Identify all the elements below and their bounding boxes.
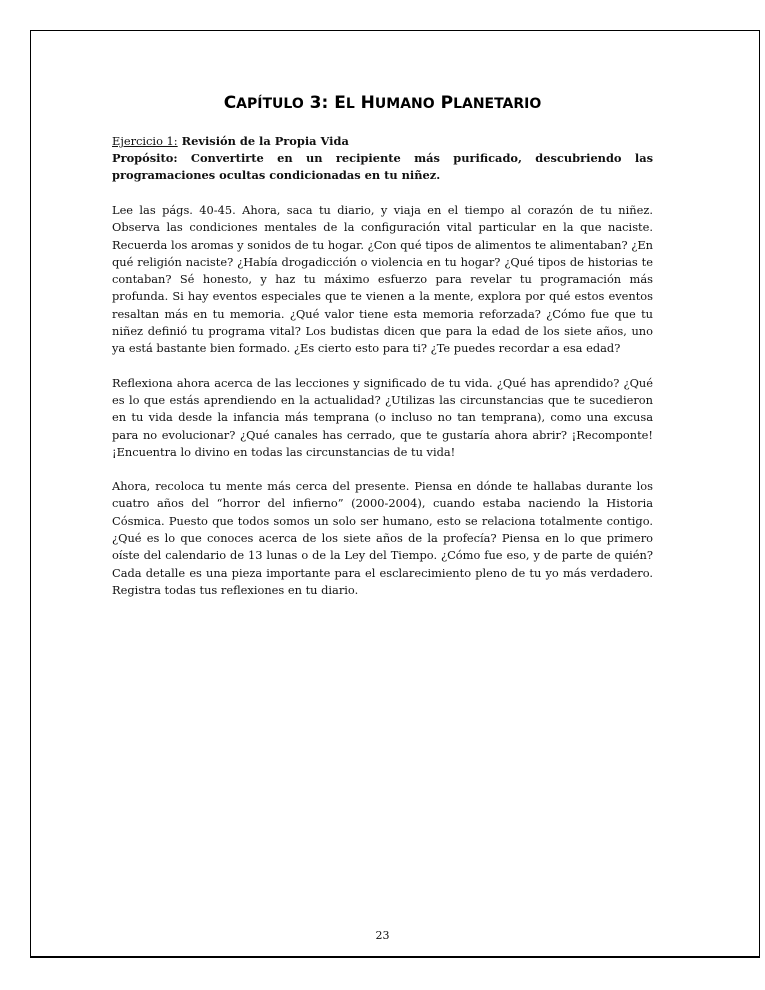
body-paragraph: Ahora, recoloca tu mente más cerca del presente. Piensa en dónde te hallabas durante los cuatro años del “horror del infierno” (2000-2004), cuando estaba naciendo la Historia Cósmica. Puesto que todos somos un solo ser humano, esto se relaciona totalmente contigo. ¿Qué es lo que conoces acerca de los siete años de la profecía? Piensa en lo que primero oíste del calendario de 13 lunas o de la Ley del Tiempo. ¿Cómo fue eso, y de parte de quién? Cada detalle es una pieza importante para el esclarecimiento pleno de tu yo más verdadero. Registra todas tus reflexiones en tu diario. [112,479,653,597]
title-word-rest: LANETARIO [453,96,542,112]
title-word-rest: UMANO [374,96,435,112]
body-paragraph: Lee las págs. 40-45. Ahora, saca tu diario, y viaja en el tiempo al corazón de tu niñez. Observa las condiciones mentales de la configuración vital particular en la que naciste. Recuerda los aromas y sonidos de tu hogar. ¿Con qué tipos de alimentos te alimentaban? ¿En qué religión naciste? ¿Había drogadicción o violencia en tu hogar? ¿Qué tipos de historias te contaban? Sé honesto, y haz tu máximo esfuerzo para revelar tu programación más profunda. Si hay eventos especiales que te vienen a la mente, explora por qué estos eventos resaltan más en tu memoria. ¿Qué valor tiene esta memoria reforzada? ¿Cómo fue que tu niñez definió tu programa vital? Los budistas dicen que para la edad de los siete años, uno ya está bastante bien formado. ¿Es cierto esto para ti? ¿Te puedes recordar a esa edad? [112,203,653,356]
title-word-initial: H [360,93,375,113]
purpose-text: Convertirte en un recipiente más purificado, descubriendo las programaciones ocultas condicionadas en tu niñez. [112,151,653,182]
exercise-label: Ejercicio 1: [112,134,178,148]
chapter-label-initial: C [223,93,237,113]
title-word-initial: P [440,93,454,113]
chapter-label-rest: APÍTULO [236,96,304,112]
title-word-rest: L [345,96,355,112]
body-paragraph: Reflexiona ahora acerca de las lecciones y significado de tu vida. ¿Qué has aprendido? ¿Qué es lo que estás aprendiendo en la actualidad? ¿Utilizas las circunstancias que te sucedieron en tu vida desde la infancia más temprana (o incluso no tan temprana), como una excusa para no evolucionar? ¿Qué canales has cerrado, que te gustaría ahora abrir? ¡Recomponte! ¡Encuentra lo divino en todas las circunstancias de tu vida! [112,375,653,459]
exercise-heading [112,133,653,150]
exercise-title: Revisión de la Propia Vida [181,134,349,148]
page-number: 23 [375,929,390,942]
exercise-purpose [112,150,653,184]
chapter-title [0,93,765,113]
purpose-label: Propósito: [112,151,178,165]
page-body [112,133,653,599]
title-word-initial: E [334,93,346,113]
chapter-number: 3: [309,93,329,113]
